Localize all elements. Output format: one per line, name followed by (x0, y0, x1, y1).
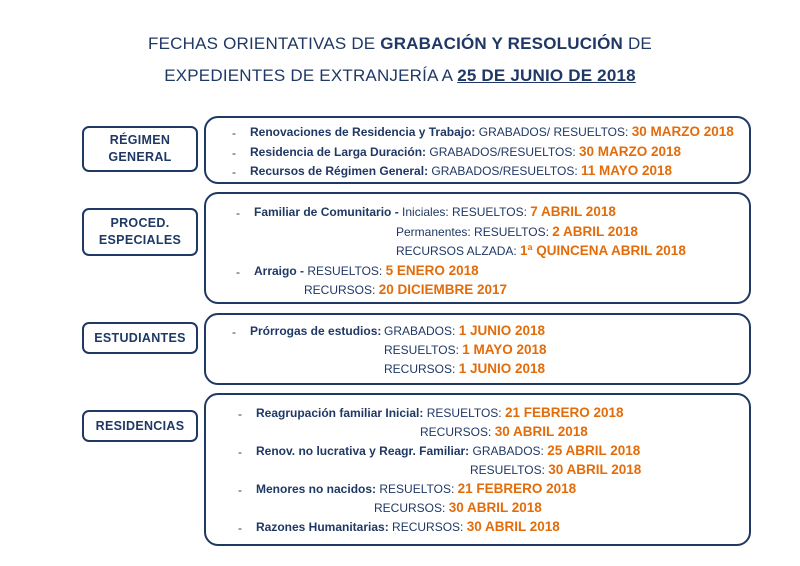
entry-prorrogas-resueltos (384, 341, 547, 359)
entry-status: Permanentes: RESUELTOS: (396, 225, 553, 239)
entry-renovaciones (250, 123, 734, 141)
entry-permanentes (396, 223, 638, 241)
entry-familiar-comunitario (254, 203, 616, 221)
entry-recursos-alzada (396, 242, 686, 260)
entry-status: Iniciales: RESUELTOS: (398, 205, 531, 219)
entry-date: 11 MAYO 2018 (581, 163, 673, 178)
entry-date: 7 ABRIL 2018 (530, 204, 616, 219)
page-title-line-1 (0, 34, 800, 54)
label-text: ESTUDIANTES (94, 330, 186, 345)
bullet-dash: - (232, 165, 236, 179)
section-box-regimen-general (204, 116, 751, 184)
section-label-regimen-general (82, 126, 198, 172)
entry-date: 2 ABRIL 2018 (552, 224, 638, 239)
title-date: 25 DE JUNIO DE 2018 (457, 66, 636, 85)
entry-arraigo-recursos (304, 281, 507, 299)
entry-status: RESUELTOS: (470, 463, 549, 477)
label-text: PROCED. (110, 216, 170, 230)
entry-status: RECURSOS: (420, 425, 495, 439)
entry-date: 30 ABRIL 2018 (448, 500, 542, 515)
entry-heading: Renov. no lucrativa y Reagr. Familiar: (256, 444, 470, 458)
entry-date: 5 ENERO 2018 (385, 263, 479, 278)
title-emphasis: GRABACIÓN Y RESOLUCIÓN (380, 34, 624, 53)
entry-heading: Recursos de Régimen General: (250, 164, 429, 178)
entry-date: 21 FEBRERO 2018 (457, 481, 577, 496)
entry-status: RESUELTOS: (376, 482, 458, 496)
entry-recursos-regimen (250, 162, 672, 180)
entry-heading: Residencia de Larga Duración: (250, 145, 427, 159)
entry-reagrupacion (256, 404, 624, 422)
bullet-dash: - (238, 483, 242, 497)
entry-date: 30 ABRIL 2018 (466, 519, 560, 534)
entry-menores-recursos (374, 499, 542, 517)
entry-heading: Reagrupación familiar Inicial: (256, 406, 424, 420)
entry-date: 30 ABRIL 2018 (494, 424, 588, 439)
entry-date: 1 MAYO 2018 (462, 342, 547, 357)
section-box-residencias (204, 393, 751, 546)
entry-status: RECURSOS: (374, 501, 449, 515)
entry-date: 21 FEBRERO 2018 (504, 405, 624, 420)
entry-heading: Renovaciones de Residencia y Trabajo: (250, 125, 476, 139)
entry-heading: Razones Humanitarias: (256, 520, 389, 534)
section-label-residencias (82, 410, 198, 442)
label-text: ESPECIALES (98, 233, 182, 247)
bullet-dash: - (236, 265, 240, 279)
title-text: DE (623, 34, 652, 53)
entry-reagrupacion-recursos (420, 423, 588, 441)
label-text: RESIDENCIAS (95, 418, 185, 433)
bullet-dash: - (232, 146, 236, 160)
entry-status: RESUELTOS: (384, 343, 463, 357)
page-title-line-2 (0, 66, 800, 86)
entry-date: 1 JUNIO 2018 (458, 361, 545, 376)
entry-arraigo (254, 262, 479, 280)
entry-prorrogas (250, 322, 381, 340)
bullet-dash: - (236, 206, 240, 220)
section-box-proced-especiales (204, 192, 751, 304)
entry-date: 1ª QUINCENA ABRIL 2018 (520, 243, 686, 258)
entry-date: 20 DICIEMBRE 2017 (378, 282, 507, 297)
entry-status: GRABADOS: (384, 324, 459, 338)
entry-status: RESUELTOS: (423, 406, 505, 420)
bullet-dash: - (232, 126, 236, 140)
entry-razones-humanitarias (256, 518, 560, 536)
entry-heading: Arraigo - (254, 264, 305, 278)
section-label-proced-especiales (82, 208, 198, 256)
entry-heading: Menores no nacidos: (256, 482, 377, 496)
label-text: GENERAL (108, 150, 172, 164)
entry-renov-no-lucrativa (256, 442, 640, 460)
entry-heading: Prórrogas de estudios: (250, 324, 382, 338)
title-text: EXPEDIENTES DE EXTRANJERÍA A (164, 66, 458, 85)
entry-renov-resueltos (470, 461, 641, 479)
entry-menores-no-nacidos (256, 480, 576, 498)
entry-status: GRABADOS/RESUELTOS: (428, 164, 581, 178)
entry-heading: Familiar de Comunitario - (254, 205, 399, 219)
entry-date: 30 MARZO 2018 (631, 124, 734, 139)
entry-date: 30 MARZO 2018 (579, 144, 682, 159)
entry-status: RESUELTOS: (304, 264, 386, 278)
entry-status: RECURSOS ALZADA: (396, 244, 521, 258)
entry-status: RECURSOS: (388, 520, 467, 534)
entry-date: 1 JUNIO 2018 (458, 323, 545, 338)
entry-date: 30 ABRIL 2018 (548, 462, 642, 477)
entry-date: 25 ABRIL 2018 (547, 443, 641, 458)
entry-status: RECURSOS: (304, 283, 379, 297)
title-text: FECHAS ORIENTATIVAS DE (148, 34, 381, 53)
entry-status: GRABADOS/ RESUELTOS: (475, 125, 632, 139)
entry-prorrogas-grabados (384, 322, 545, 340)
bullet-dash: - (238, 521, 242, 535)
entry-larga-duracion (250, 143, 681, 161)
bullet-dash: - (238, 407, 242, 421)
section-box-estudiantes (204, 313, 751, 385)
bullet-dash: - (232, 325, 236, 339)
bullet-dash: - (238, 445, 242, 459)
label-text: RÉGIMEN (109, 133, 171, 147)
entry-prorrogas-recursos (384, 360, 545, 378)
entry-status: GRABADOS/RESUELTOS: (426, 145, 579, 159)
entry-status: RECURSOS: (384, 362, 459, 376)
section-label-estudiantes (82, 322, 198, 354)
entry-status: GRABADOS: (469, 444, 548, 458)
